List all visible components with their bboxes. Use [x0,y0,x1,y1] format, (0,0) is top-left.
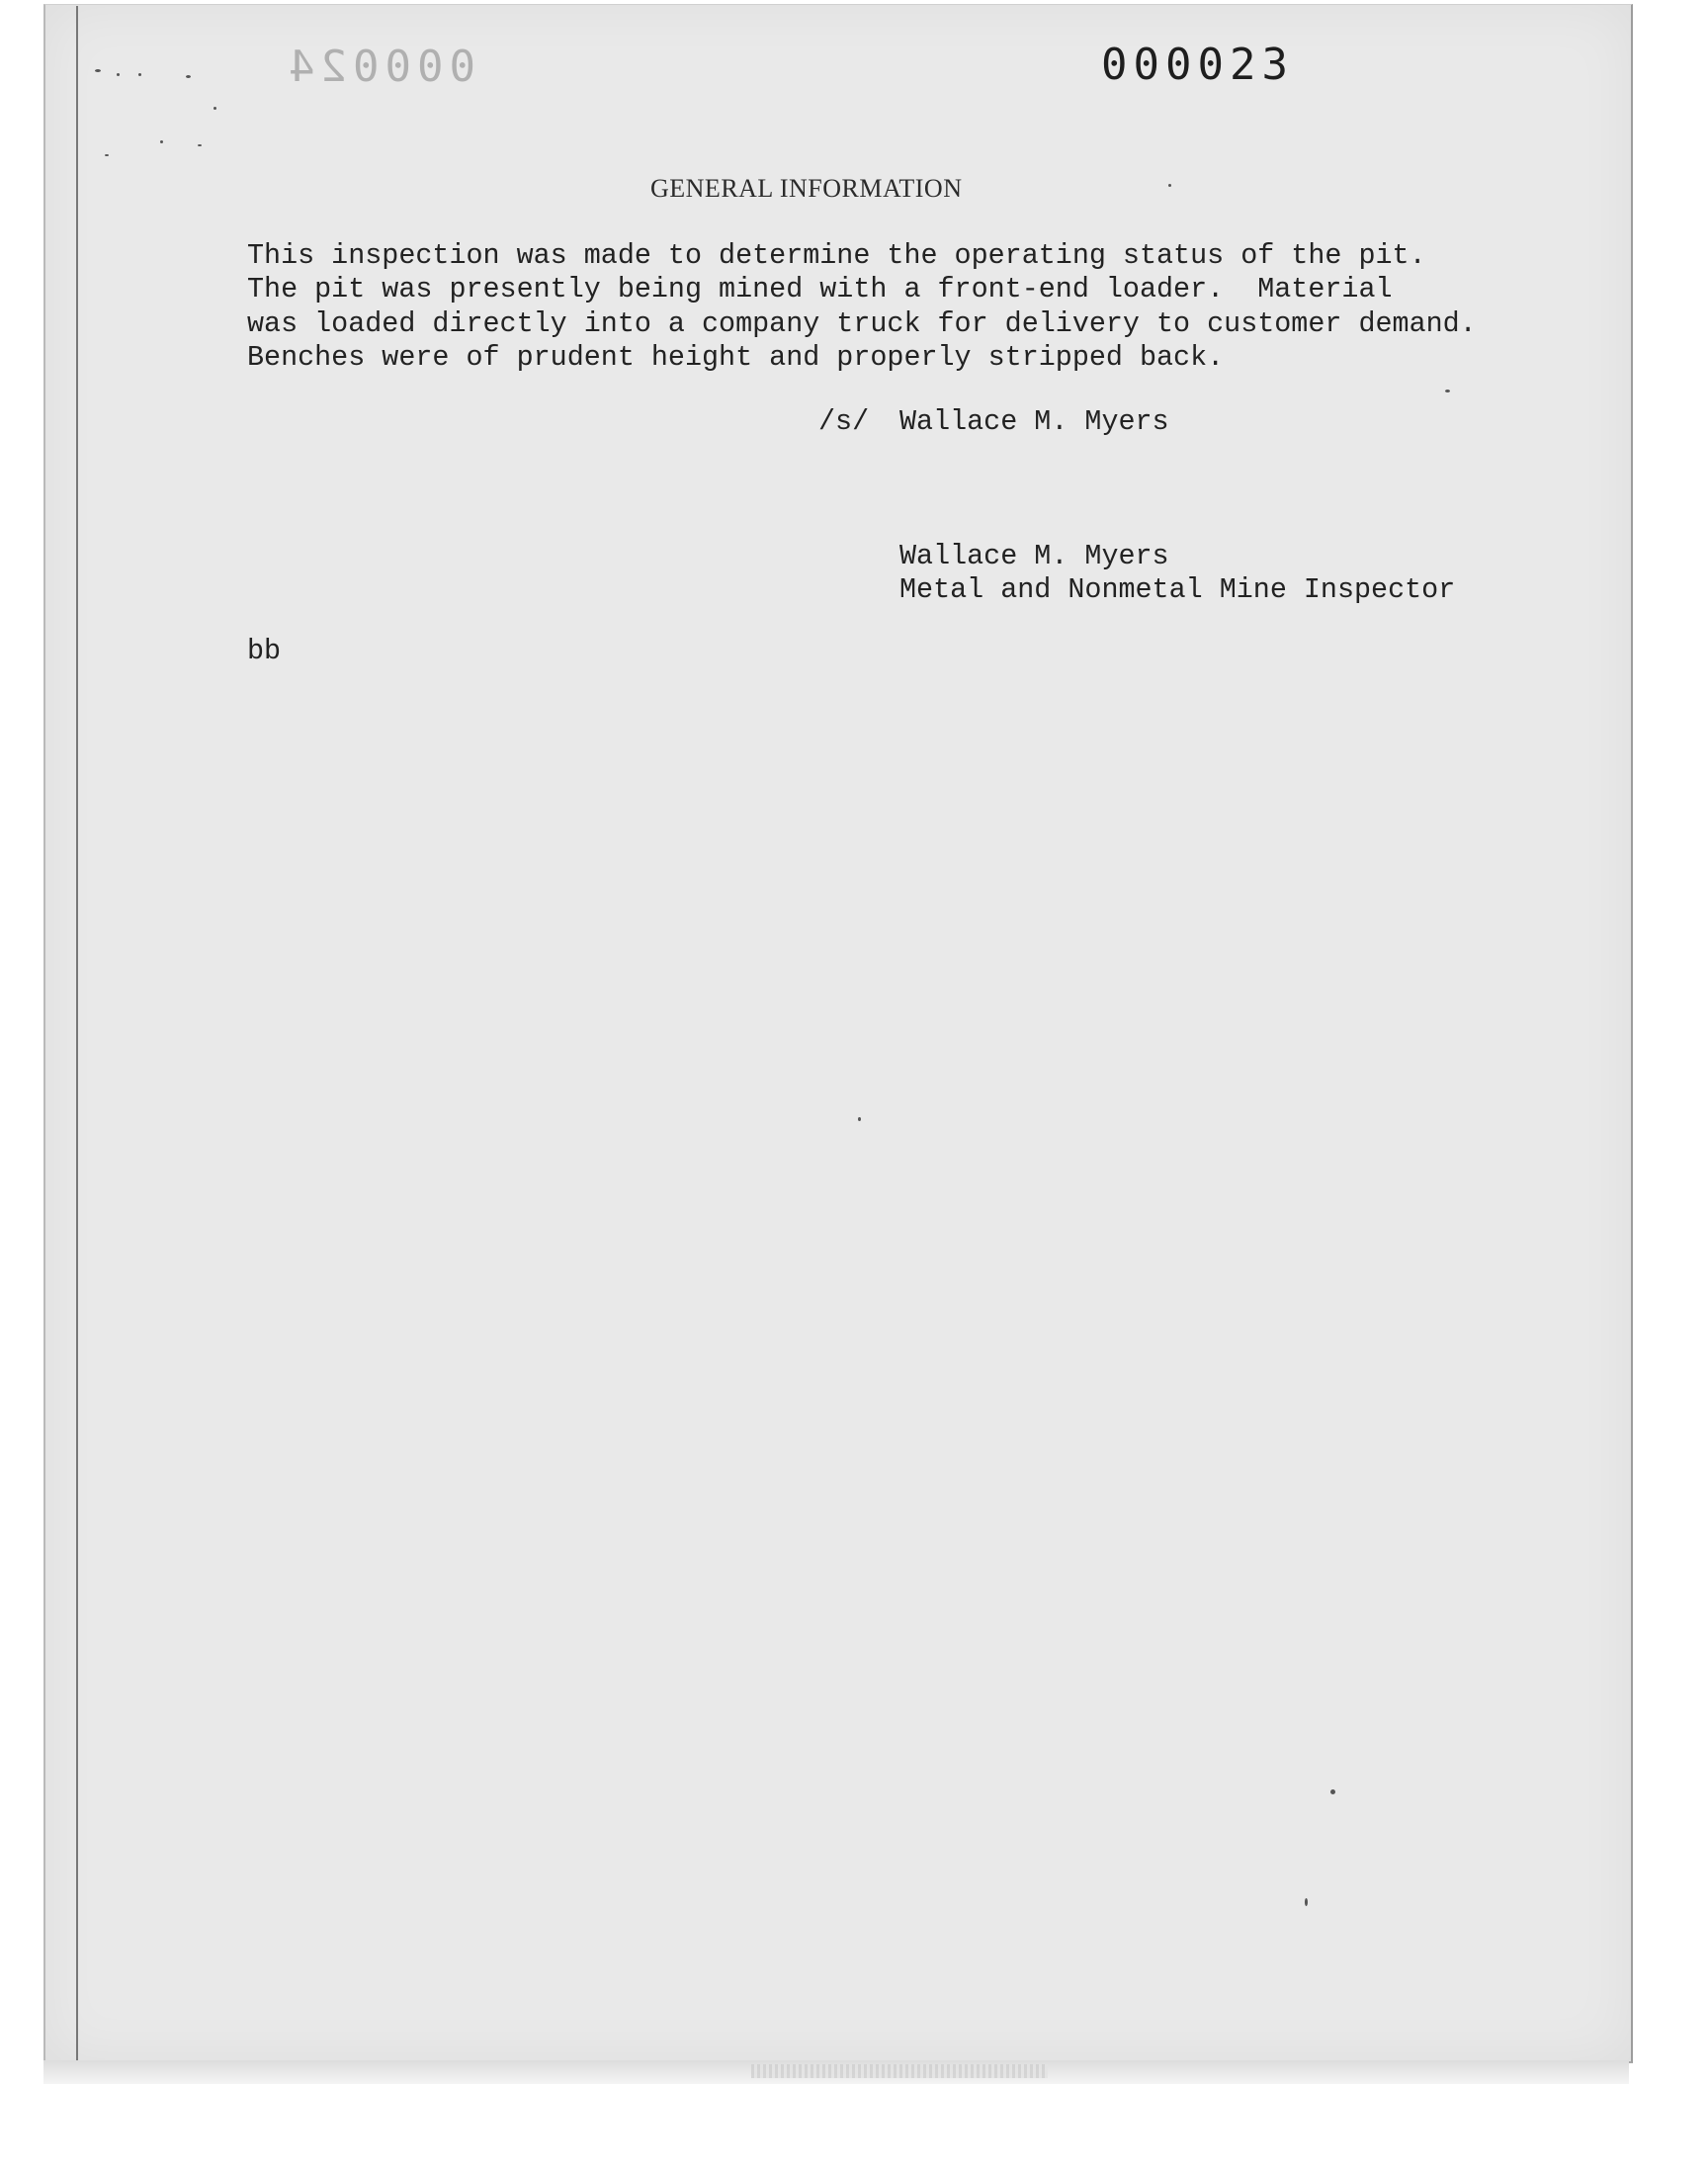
paragraph-line: was loaded directly into a company truck for delivery to customer demand. [247,306,1477,340]
scan-speck [1305,1898,1308,1906]
page-edge-line [76,6,78,2084]
scan-speck [1168,184,1171,187]
typist-initials: bb [247,635,282,667]
scan-speck [105,154,109,156]
scan-speck [858,1117,861,1121]
scan-smudge [751,2064,1048,2078]
scan-speck [198,144,202,146]
signature-name: Wallace M. Myers [899,405,1169,438]
scan-speck [1330,1789,1335,1794]
scan-speck [1445,390,1450,392]
signer-title: Metal and Nonmetal Mine Inspector [899,573,1456,606]
mirrored-bates-stamp: 000024 [283,42,475,92]
scan-speck [95,69,101,72]
scan-speck [186,75,191,78]
paragraph-line: The pit was presently being mined with a front-end loader. Material [247,273,1393,306]
scan-speck [138,73,141,76]
paragraph-line: Benches were of prudent height and properly stripped back. [247,340,1225,374]
scan-speck [117,73,120,76]
paragraph-line: This inspection was made to determine the operating status of the pit. [247,239,1426,272]
scan-speck [160,140,163,143]
signature-mark: /s/ [818,405,870,438]
section-heading: GENERAL INFORMATION [650,174,963,203]
signer-name: Wallace M. Myers [899,540,1169,572]
inspection-paragraph [247,239,1477,375]
bates-page-number: 000023 [1101,40,1294,90]
scan-speck [214,107,216,110]
